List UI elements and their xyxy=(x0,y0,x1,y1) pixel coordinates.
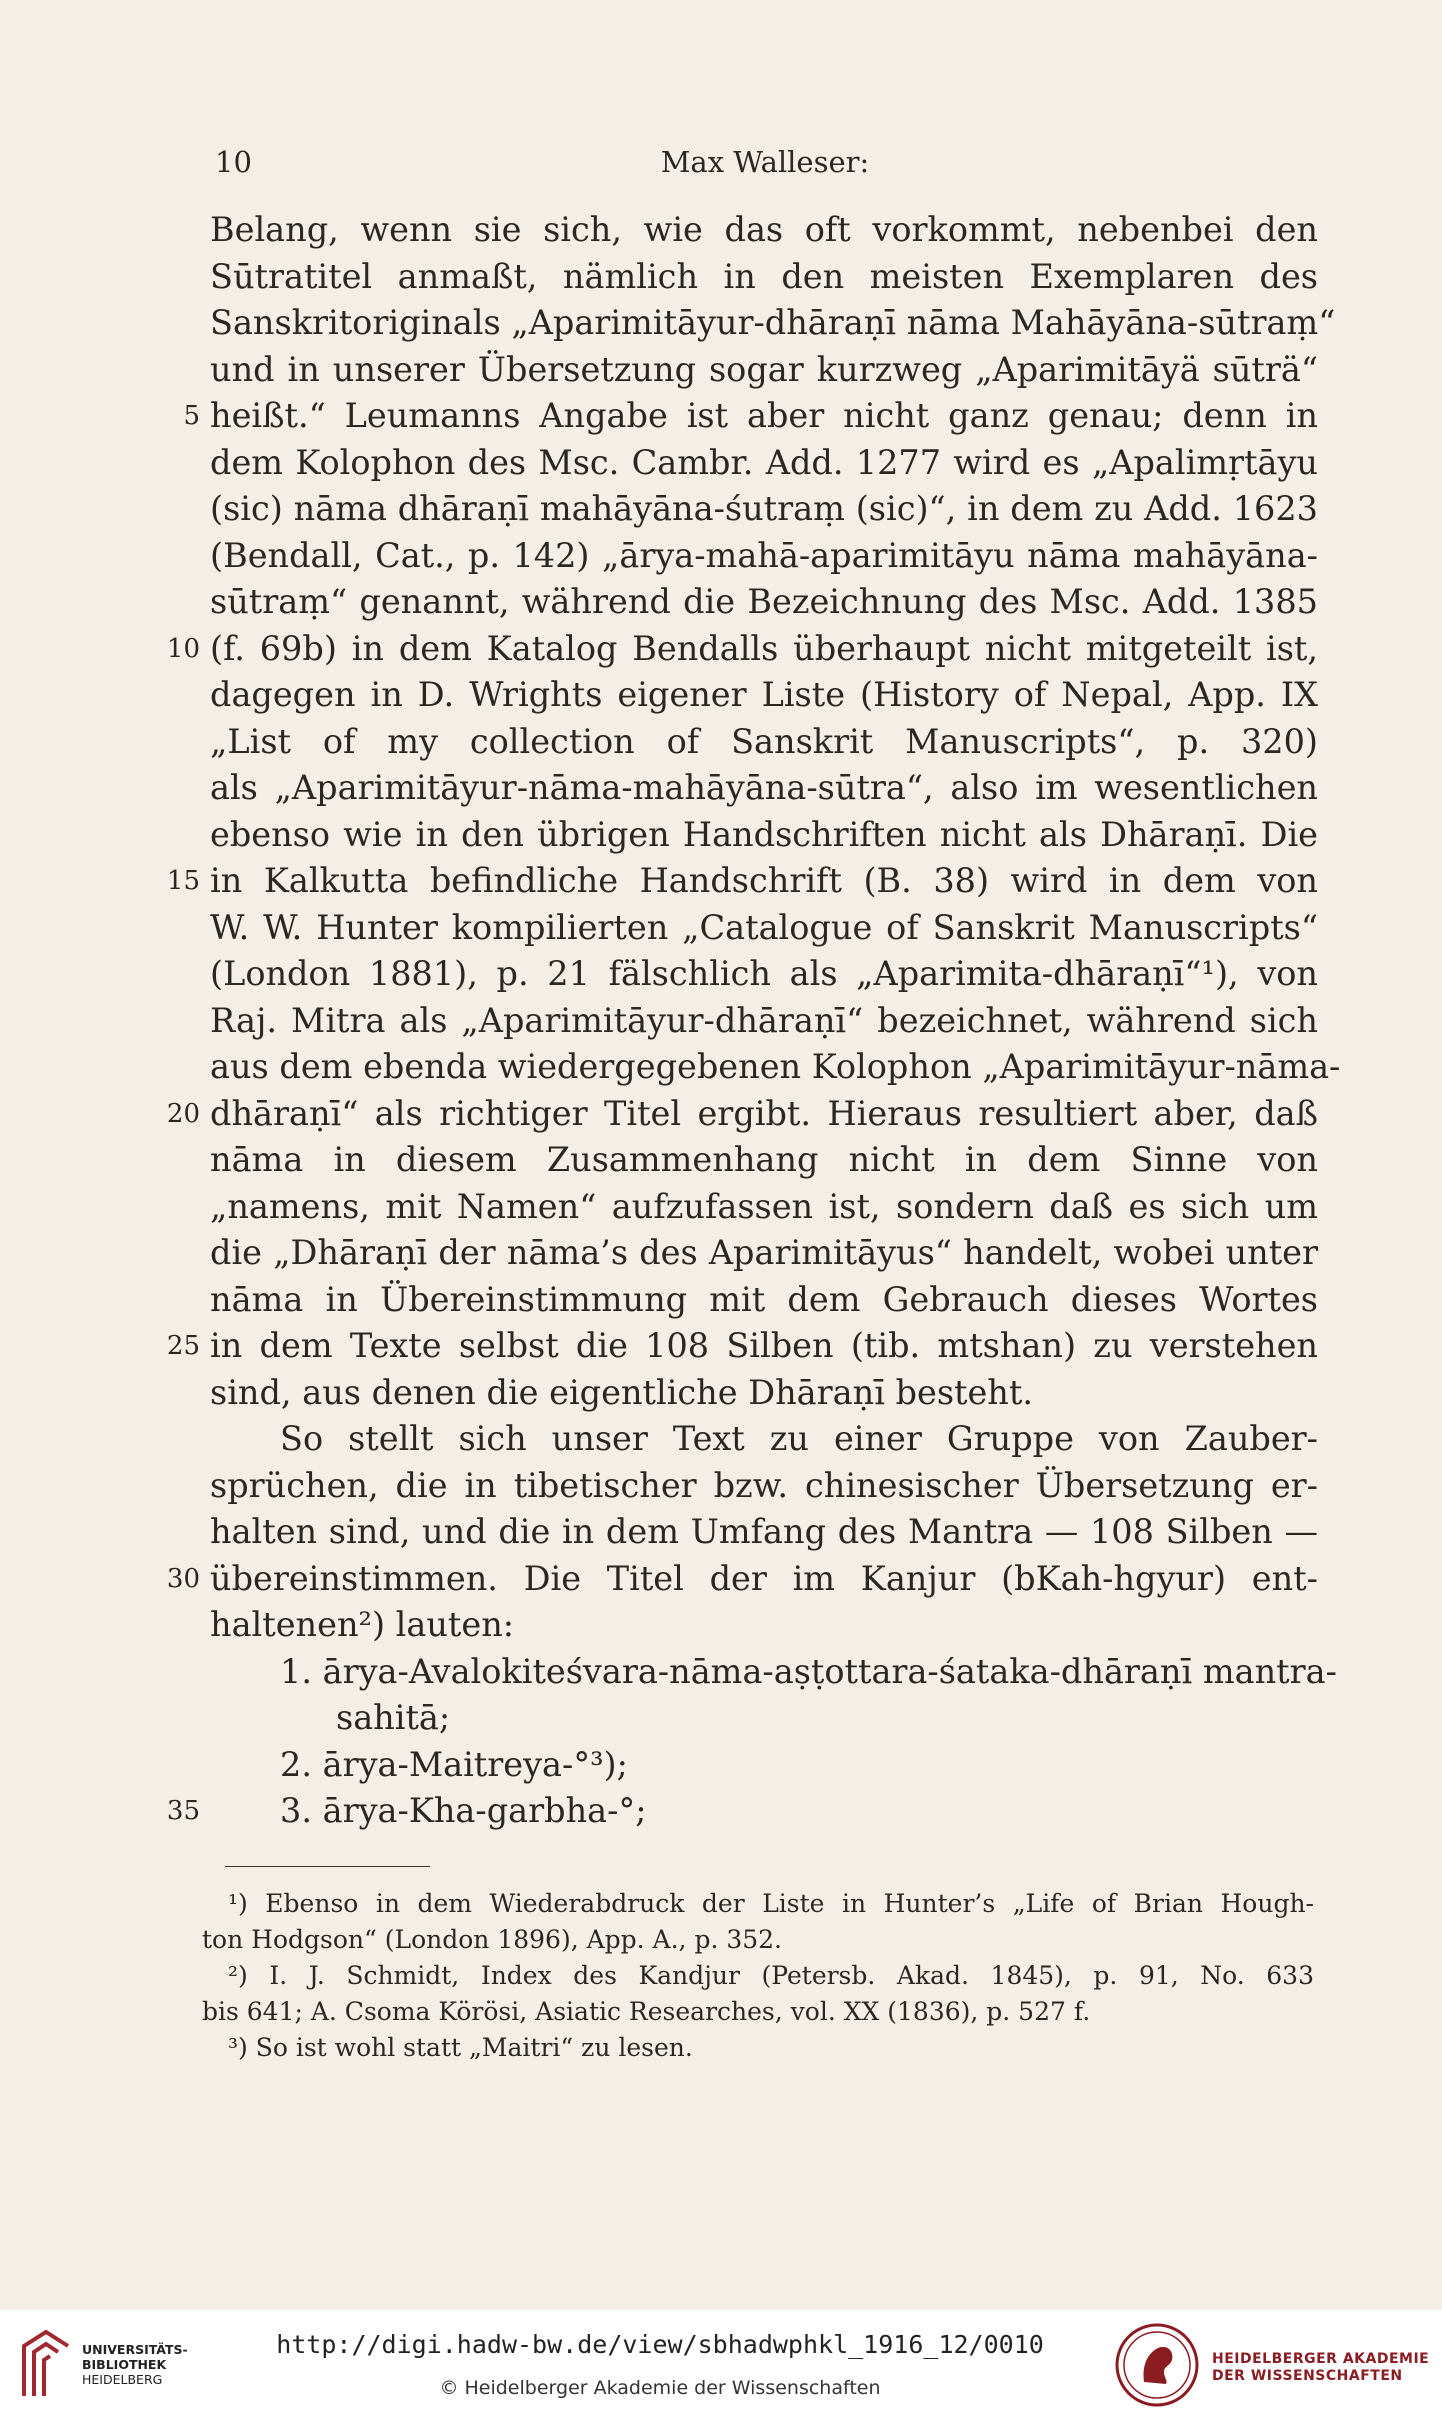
footnote-line xyxy=(202,2030,1314,2066)
line-text: (Bendall, Cat., p. 142) „ārya-mahā-aparimitāyu nāma mahāyāna- xyxy=(210,535,1318,575)
list-item xyxy=(210,1742,1318,1789)
line-text: So stellt sich unser Text zu einer Gruppe von Zauber- xyxy=(280,1419,1318,1458)
main-text xyxy=(166,207,1341,1835)
university-library-logo[interactable] xyxy=(16,2324,206,2404)
text-line xyxy=(166,626,1318,673)
academy-name-line: HEIDELBERGER AKADEMIE xyxy=(1212,2351,1430,2367)
text-line xyxy=(210,1137,1318,1184)
line-number: 15 xyxy=(166,866,200,896)
line-text: „namens, mit Namen“ aufzufassen ist, sondern daß es sich um xyxy=(210,1186,1318,1226)
line-text: halten sind, und die in dem Umfang des Mantra — 108 Silben — xyxy=(210,1512,1318,1551)
line-number: 35 xyxy=(166,1796,200,1826)
footnotes xyxy=(202,1886,1314,2066)
text-line xyxy=(210,1277,1318,1324)
line-text: dagegen in D. Wrights eigener Liste (History of Nepal, App. IX xyxy=(210,675,1318,714)
line-text: 2. ārya-Maitreya-°³); xyxy=(280,1744,628,1784)
footnote-line xyxy=(202,1958,1314,1994)
text-line xyxy=(210,998,1318,1045)
text-line xyxy=(210,579,1318,626)
text-line xyxy=(166,1556,1318,1603)
footnote-line xyxy=(202,1886,1314,1922)
library-emblem-icon xyxy=(16,2324,74,2404)
text-line xyxy=(210,486,1318,533)
text-line xyxy=(210,1230,1318,1277)
text-line xyxy=(210,1463,1318,1510)
line-text: (sic) nāma dhāraṇī mahāyāna-śutraṃ (sic)“, in dem zu Add. 1623 xyxy=(210,489,1318,528)
academy-name-line: DER WISSENSCHAFTEN xyxy=(1212,2368,1403,2384)
line-text: (London 1881), p. 21 fälschlich als „Aparimita-dhāraṇī“¹), von xyxy=(210,954,1318,993)
line-text: W. W. Hunter kompilierten „Catalogue of Sanskrit Manuscripts“ xyxy=(210,907,1318,947)
line-text: 3. ārya-Kha-garbha-°; xyxy=(280,1791,647,1830)
line-text: Raj. Mitra als „Aparimitāyur-dhāraṇī“ bezeichnet, während sich xyxy=(210,1000,1318,1040)
line-number: 30 xyxy=(166,1563,200,1594)
text-line xyxy=(166,1091,1318,1138)
text-line xyxy=(210,1184,1318,1231)
line-text: als „Aparimitāyur-nāma-mahāyāna-sūtra“, also im wesentlichen xyxy=(210,768,1318,807)
line-text: übereinstimmen. Die Titel der im Kanjur (bKah-hgyur) ent- xyxy=(210,1558,1318,1598)
text-line xyxy=(210,254,1318,301)
line-text: Sūtratitel anmaßt, nämlich in den meisten Exemplaren des xyxy=(210,256,1318,296)
page-number: 10 xyxy=(215,145,252,179)
line-text: sahitā; xyxy=(336,1698,451,1737)
line-text: „List of my collection of Sanskrit Manuscripts“, p. 320) xyxy=(210,721,1318,761)
text-line xyxy=(210,1509,1318,1556)
footnote-line xyxy=(202,1922,1314,1958)
text-line xyxy=(183,393,1318,440)
text-line xyxy=(210,1044,1341,1091)
academy-seal-icon xyxy=(1112,2320,1202,2410)
running-head: Max Walleser: xyxy=(660,145,870,179)
line-text: und in unserer Übersetzung sogar kurzweg „Aparimitāyä sūträ“ xyxy=(210,349,1318,389)
line-text: ebenso wie in den übrigen Handschriften nicht als Dhāraṇī. Die xyxy=(210,814,1318,854)
text-line xyxy=(210,672,1318,719)
line-text: sprüchen, die in tibetischer bzw. chinesischer Übersetzung er- xyxy=(210,1465,1318,1505)
academy-name xyxy=(1212,2351,1429,2385)
line-text: 1. ārya-Avalokiteśvara-nāma-aṣṭottara-śataka-dhāraṇī mantra- xyxy=(280,1651,1337,1691)
line-text: in dem Texte selbst die 108 Silben (tib. mtshan) zu verstehen xyxy=(210,1326,1318,1365)
text-line xyxy=(166,1323,1318,1370)
text-line xyxy=(210,905,1318,952)
line-text: dhāraṇī“ als richtiger Titel ergibt. Hieraus resultiert aber, daß xyxy=(210,1093,1318,1133)
text-line xyxy=(210,812,1318,859)
copyright-notice: © Heidelberger Akademie der Wissenschaften xyxy=(439,2377,881,2399)
text-line xyxy=(210,1602,1318,1649)
text-line xyxy=(210,951,1318,998)
footnote-line xyxy=(202,1994,1314,2030)
page-header xyxy=(215,145,1315,185)
text-line xyxy=(210,1695,1318,1742)
line-text: heißt.“ Leumanns Angabe ist aber nicht ganz genau; denn in xyxy=(210,396,1318,435)
text-line xyxy=(210,719,1318,766)
footnote-text: ²) I. J. Schmidt, Index des Kandjur (Petersb. Akad. 1845), p. 91, No. 633 xyxy=(228,1961,1314,1990)
line-text: sūtraṃ“ genannt, während die Bezeichnung des Msc. Add. 1385 xyxy=(210,582,1318,621)
footnote-text: ³) So ist wohl statt „Maitri“ zu lesen. xyxy=(228,2033,693,2062)
text-line xyxy=(210,533,1318,580)
line-text: dem Kolophon des Msc. Cambr. Add. 1277 wird es „Apalimṛtāyu xyxy=(210,442,1318,482)
list-item xyxy=(166,1788,1318,1835)
library-name xyxy=(82,2342,188,2387)
text-line xyxy=(210,207,1318,254)
line-text: nāma in Übereinstimmung mit dem Gebrauch dieses Wortes xyxy=(210,1279,1318,1319)
line-text: in Kalkutta befindliche Handschrift (B. 38) wird in dem von xyxy=(210,861,1318,900)
footer-bar xyxy=(0,2310,1442,2419)
library-name-line: BIBLIOTHEK xyxy=(82,2357,167,2372)
line-text: aus dem ebenda wiedergegebenen Kolophon „Aparimitāyur-nāma- xyxy=(210,1047,1341,1086)
library-name-line: UNIVERSITÄTS- xyxy=(82,2342,188,2357)
line-text: Belang, wenn sie sich, wie das oft vorkommt, nebenbei den xyxy=(210,210,1318,249)
footnote-text: ¹) Ebenso in dem Wiederabdruck der Liste in Hunter’s „Life of Brian Hough- xyxy=(228,1889,1314,1918)
text-line xyxy=(210,1370,1318,1417)
text-line xyxy=(210,765,1318,812)
permalink-url[interactable]: http://digi.hadw-bw.de/view/sbhadwphkl_1916_12/0010 xyxy=(276,2330,1044,2359)
line-text: (f. 69b) in dem Katalog Bendalls überhaupt nicht mitgeteilt ist, xyxy=(210,628,1318,668)
text-line xyxy=(210,347,1318,394)
line-text: die „Dhāraṇī der nāma’s des Aparimitāyus“ handelt, wobei unter xyxy=(210,1233,1318,1272)
list-item xyxy=(210,1649,1337,1696)
line-number: 10 xyxy=(166,633,200,664)
text-line xyxy=(210,1416,1318,1463)
footnote-text: ton Hodgson“ (London 1896), App. A., p. 352. xyxy=(202,1925,783,1954)
text-line xyxy=(210,440,1318,487)
line-text: nāma in diesem Zusammenhang nicht in dem Sinne von xyxy=(210,1140,1318,1179)
academy-logo[interactable] xyxy=(1112,2320,1432,2410)
library-name-line: HEIDELBERG xyxy=(82,2372,163,2387)
text-line xyxy=(166,858,1318,905)
line-number: 5 xyxy=(183,401,200,431)
line-text: Sanskritoriginals „Aparimitāyur-dhāraṇī nāma Mahāyāna-sūtraṃ“ xyxy=(210,303,1336,342)
line-text: sind, aus denen die eigentliche Dhāraṇī besteht. xyxy=(210,1372,1033,1412)
line-text: haltenen²) lauten: xyxy=(210,1605,515,1644)
text-line xyxy=(210,300,1336,347)
footnote-divider xyxy=(225,1866,430,1867)
line-number: 20 xyxy=(166,1098,200,1129)
footnote-text: bis 641; A. Csoma Körösi, Asiatic Researches, vol. XX (1836), p. 527 f. xyxy=(202,1997,1091,2026)
line-number: 25 xyxy=(166,1331,200,1361)
